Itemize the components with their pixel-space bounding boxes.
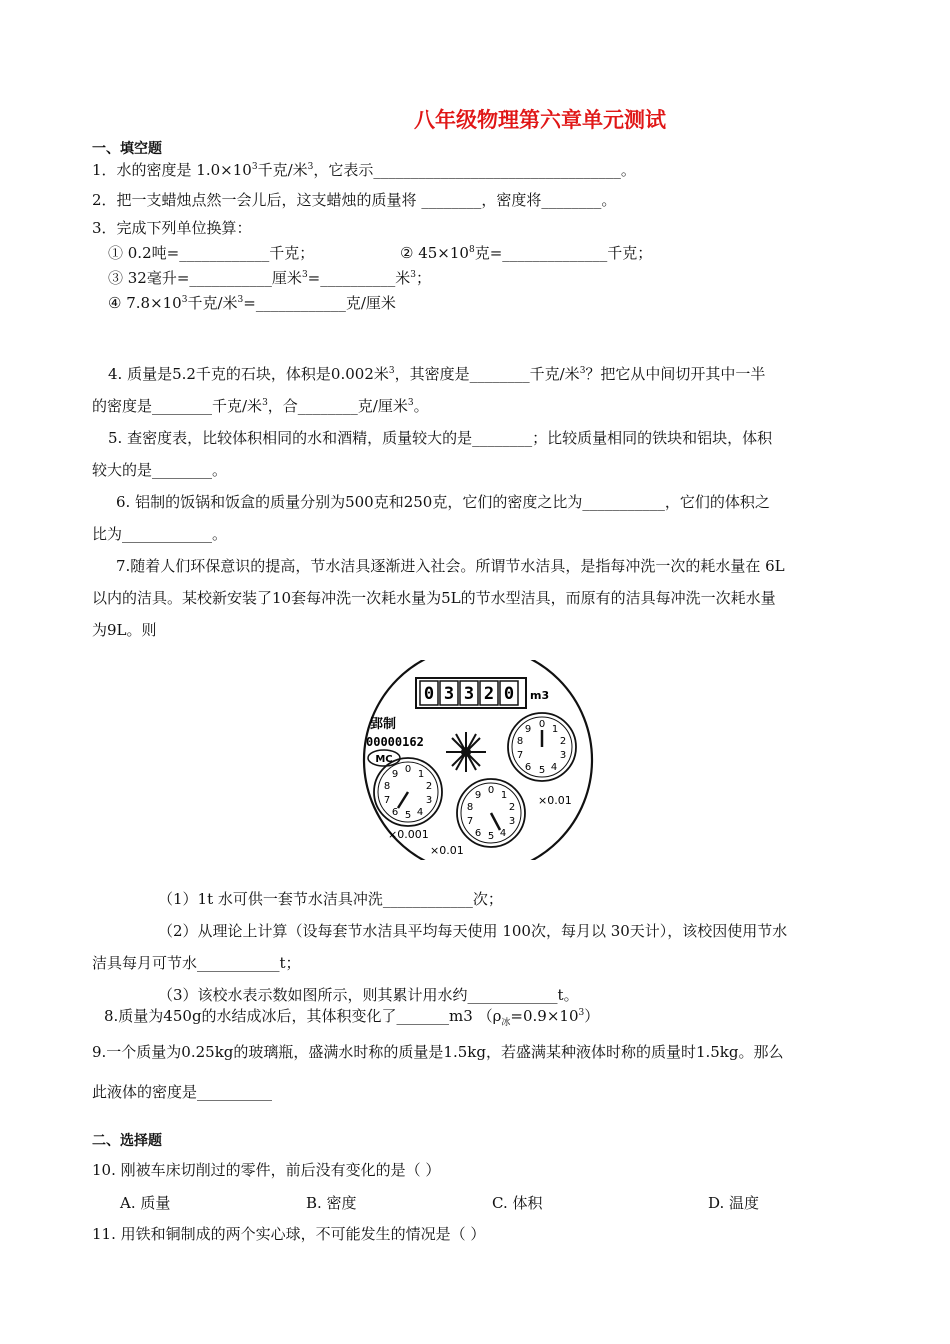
svg-text:4: 4	[499, 828, 507, 839]
question-3-item-4: ④ $7.8\times 10^3$千克/米$^3$=____________克/厘米	[108, 294, 396, 312]
question-9-line-2: 此液体的密度是__________	[92, 1083, 273, 1101]
question-3-item-3: ③ 32毫升=___________厘米$^3$=__________米$^3$；	[108, 269, 431, 287]
svg-text:2: 2	[508, 802, 516, 813]
question-7-line-1: 7.随着人们环保意识的提高，节水洁具逐渐进入社会。所谓节水洁具，是指每冲洗一次的耗水量在 6L	[116, 557, 785, 575]
svg-text:9: 9	[391, 769, 399, 780]
meter-unit: m3	[530, 689, 550, 702]
svg-text:0: 0	[487, 785, 495, 796]
question-10-option-c: C. 体积	[492, 1194, 543, 1212]
meter-digit: 0	[503, 684, 515, 704]
svg-text:9: 9	[474, 790, 482, 801]
svg-text:5: 5	[538, 765, 546, 776]
svg-text:0: 0	[538, 719, 546, 730]
question-4-line-2: 的密度是________千克/米$^3$，合________克/厘米$^3$。	[92, 397, 429, 415]
svg-text:8: 8	[383, 781, 391, 792]
svg-text:1: 1	[551, 724, 559, 735]
question-9-line-1: 9.一个质量为0.25kg的玻璃瓶，盛满水时称的质量是1.5kg，若盛满某种液体时称的质量时1.5kg。那么	[92, 1043, 784, 1061]
page-title: 八年级物理第六章单元测试	[414, 108, 666, 132]
meter-digit: 0	[423, 684, 435, 704]
question-11: 11. 用铁和铜制成的两个实心球，不可能发生的情况是（ ）	[92, 1225, 486, 1243]
svg-text:5: 5	[404, 810, 412, 821]
question-10-option-b: B. 密度	[306, 1194, 357, 1212]
svg-text:8: 8	[516, 736, 524, 747]
svg-text:4: 4	[416, 807, 424, 818]
meter-dial-right	[508, 713, 576, 781]
meter-digit: 2	[483, 684, 495, 704]
question-3-item-2: ② $45\times 10^8$克=______________千克；	[400, 244, 653, 262]
meter-star-indicator	[446, 732, 486, 772]
meter-multiplier-left: ×0.001	[388, 828, 429, 841]
svg-text:1: 1	[500, 790, 508, 801]
section-heading-choice: 二、选择题	[92, 1133, 162, 1149]
meter-maker: 郢制	[370, 717, 397, 732]
question-4-line-1: 4. 质量是5.2千克的石块，体积是0.002米$^3$，其密度是________千克/米$^3$？把它从中间切开其中一半	[108, 365, 766, 383]
question-5-line-2: 较大的是________。	[92, 461, 228, 479]
svg-text:6: 6	[391, 807, 399, 818]
svg-text:4: 4	[550, 762, 558, 773]
svg-text:7: 7	[466, 816, 474, 827]
question-7-part-2-line-1: （2）从理论上计算（设每套节水洁具平均每天使用 100次，每月以 30天计），该校因使用节水	[158, 922, 788, 940]
meter-digit: 3	[443, 684, 455, 704]
question-7-part-3: （3）该校水表示数如图所示，则其累计用水约____________t。	[158, 986, 579, 1004]
svg-text:3: 3	[508, 816, 516, 827]
svg-text:0: 0	[404, 764, 412, 775]
water-meter-figure	[358, 660, 598, 860]
question-6-line-2: 比为____________。	[92, 525, 228, 543]
svg-text:2: 2	[425, 781, 433, 792]
svg-text:7: 7	[383, 795, 391, 806]
question-6-line-1: 6. 铝制的饭锅和饭盒的质量分别为500克和250克，它们的密度之比为___________，它们的体积之	[116, 493, 770, 511]
question-8: 8.质量为450g的水结成冰后，其体积变化了_______m3 $(\rho_冰=0.9\times 10^3)$	[104, 1007, 600, 1028]
svg-text:8: 8	[466, 802, 474, 813]
svg-text:3: 3	[425, 795, 433, 806]
question-1: 1．水的密度是 $1.0\times 10^3$千克/米$^3$，它表示_________________________________。	[92, 161, 636, 179]
question-7-line-2: 以内的洁具。某校新安装了10套每冲洗一次耗水量为5L的节水型洁具，而原有的洁具每冲洗一次耗水量	[92, 589, 776, 607]
svg-text:2: 2	[559, 736, 567, 747]
question-3: 3．完成下列单位换算：	[92, 219, 252, 237]
question-7-line-3: 为9L。则	[92, 621, 157, 639]
question-3-item-1: ① 0.2吨=____________千克；	[108, 244, 315, 262]
meter-badge: MC	[375, 754, 393, 765]
svg-text:6: 6	[474, 828, 482, 839]
meter-digit: 3	[463, 684, 475, 704]
svg-text:7: 7	[516, 750, 524, 761]
meter-serial: 00000162	[366, 735, 424, 749]
section-heading-fill-in: 一、填空题	[92, 141, 162, 157]
svg-text:6: 6	[524, 762, 532, 773]
question-5-line-1: 5. 查密度表，比较体积相同的水和酒精，质量较大的是________；比较质量相同的铁块和铝块，体积	[108, 429, 773, 447]
svg-text:5: 5	[487, 831, 495, 842]
question-2: 2．把一支蜡烛点然一会儿后，这支蜡烛的质量将 ________，密度将________。	[92, 191, 617, 209]
question-7-part-1: （1）1t 水可供一套节水洁具冲洗____________次；	[158, 890, 503, 908]
question-10: 10. 刚被车床切削过的零件，前后没有变化的是（ ）	[92, 1161, 441, 1179]
svg-text:3: 3	[559, 750, 567, 761]
meter-digit-counter	[416, 678, 526, 708]
question-10-option-d: D. 温度	[708, 1194, 760, 1212]
meter-dial-bottom	[457, 779, 525, 847]
svg-text:1: 1	[417, 769, 425, 780]
meter-dial-left	[374, 758, 442, 826]
meter-multiplier-bottom: ×0.01	[430, 844, 464, 857]
question-7-part-2-line-2: 洁具每月可节水___________t；	[92, 954, 301, 972]
svg-text:9: 9	[524, 724, 532, 735]
question-10-option-a: A. 质量	[120, 1194, 171, 1212]
meter-multiplier-right: ×0.01	[538, 794, 572, 807]
